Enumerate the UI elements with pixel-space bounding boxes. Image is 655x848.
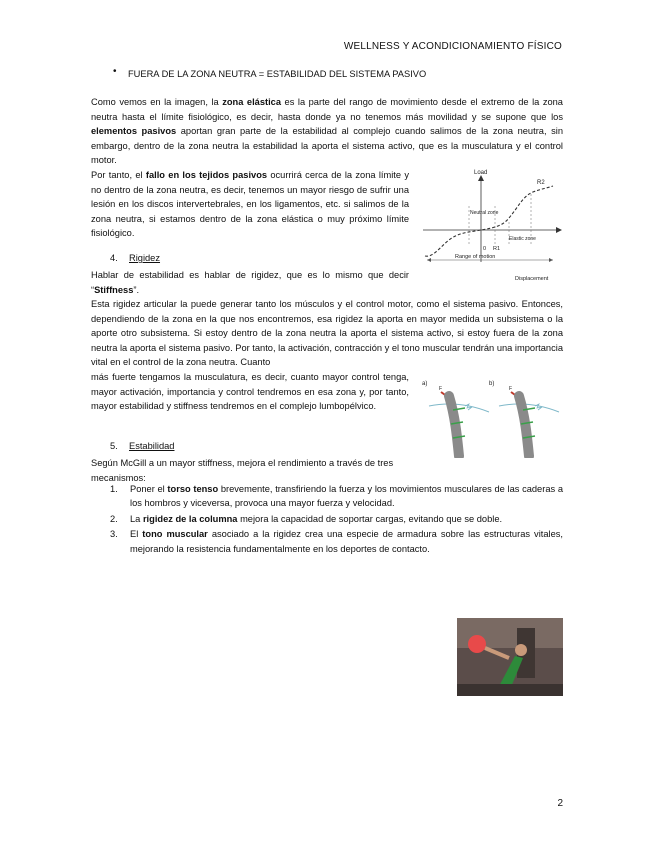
- paragraph-mcgill: Según McGill a un mayor stiffness, mejora el rendimiento a través de tres mecanismos:: [91, 458, 394, 483]
- panel-a-label: a): [422, 381, 428, 387]
- neutral-zone-label: Neutral zone: [470, 210, 499, 216]
- list-item: 2. La rigidez de la columna mejora la capacidad de soportar cargas, evitando que se doble.: [110, 513, 503, 524]
- mechanisms-list: [106, 482, 563, 557]
- svg-text:F: F: [509, 386, 513, 392]
- training-photo: [457, 618, 563, 696]
- list-item: 1. Poner el torso tenso brevemente, transfiriendo la fuerza y los movimientos musculares de las caderas a los hombros y viceversa, provoca una mayor fuerza y velocidad.: [110, 484, 563, 509]
- spine-stiffness-figure: [419, 376, 563, 458]
- paragraph-musculature: más fuerte tengamos la musculatura, es decir, cuanto mayor control tenga, mayor activación, importancia y control tendremos en esa zona y, por tanto, mayor estabilidad y stiffness tendremos en el complejo lumbopélvico.: [91, 372, 409, 412]
- section-heading-rigidez: 4. Rigidez: [110, 253, 161, 263]
- paragraph-stiffness: Hablar de estabilidad es hablar de rigidez, que es lo mismo que decir “Stiffness”.: [91, 270, 409, 295]
- elastic-zone-label: Elastic zone: [509, 236, 536, 242]
- panel-b-label: b): [489, 381, 495, 387]
- paragraph-passive-failure: Por tanto, el fallo en los tejidos pasivos ocurrirá cerca de la zona límite y no dentro de la zona neutra, es decir, tenemos un mayor riesgo de sufrir una lesión en los discos intervertebrales, en los ligamentos, etc. si salimos de la zona neutra, si estamos dentro de la zona elástica o muy próximo límite fisiológico.: [91, 170, 410, 239]
- paragraph-elastic-zone: Como vemos en la imagen, la zona elástica es la parte del rango de movimiento desde el extremo de la zona neutra hasta el límite fisiológico, es decir, hasta donde ya no tenemos más movilidad y se supone que los elementos pasivos aportan gran parte de la estabilidad al complejo cuando salimos de la zona neutra, sin embargo, dentro de la zona neutra la estabilidad la aporta el sistema activo, que es la musculatura y el control motor.: [91, 97, 563, 166]
- section-heading-estabilidad: 5. Estabilidad: [110, 441, 175, 451]
- range-of-motion-label: Range of motion: [455, 254, 496, 260]
- zero-label: 0: [483, 246, 487, 252]
- bullet-symbol: •: [113, 66, 117, 77]
- r2-label: R2: [537, 180, 545, 186]
- r1-label: R1: [493, 246, 501, 252]
- medicine-ball: [468, 635, 486, 653]
- svg-text:F: F: [439, 386, 443, 392]
- load-displacement-figure: [419, 166, 563, 284]
- paragraph-rigidity: Esta rigidez articular la puede generar tanto los músculos y el control motor, como el sistema pasivo. Entonces, dependiendo de la zona en la que nos encontremos, esa rigidez la aporta en mayor medida un subsistema o la aporte otro subsistema. Si estoy dentro de la zona neutra la aporta el sistema activo, si estoy fuera de la zona neutra la aporta el sistema pasivo. Por tanto, la activación, contracción y el tono muscular tendrán una importancia vital en el control de la zona neutra. Cuanto: [91, 299, 563, 368]
- page-number: 2: [557, 798, 563, 809]
- load-label: Load: [474, 170, 488, 176]
- list-item: 3. El tono muscular asociado a la rigidez crea una especie de armadura sobre las estructuras vitales, mejorando la resistencia fundamentalmente en los deportes de contacto.: [110, 529, 563, 554]
- bullet-heading: FUERA DE LA ZONA NEUTRA = ESTABILIDAD DEL SISTEMA PASIVO: [128, 69, 427, 79]
- running-header: WELLNESS Y ACONDICIONAMIENTO FÍSICO: [343, 41, 562, 52]
- displacement-label: Displacement: [515, 276, 549, 282]
